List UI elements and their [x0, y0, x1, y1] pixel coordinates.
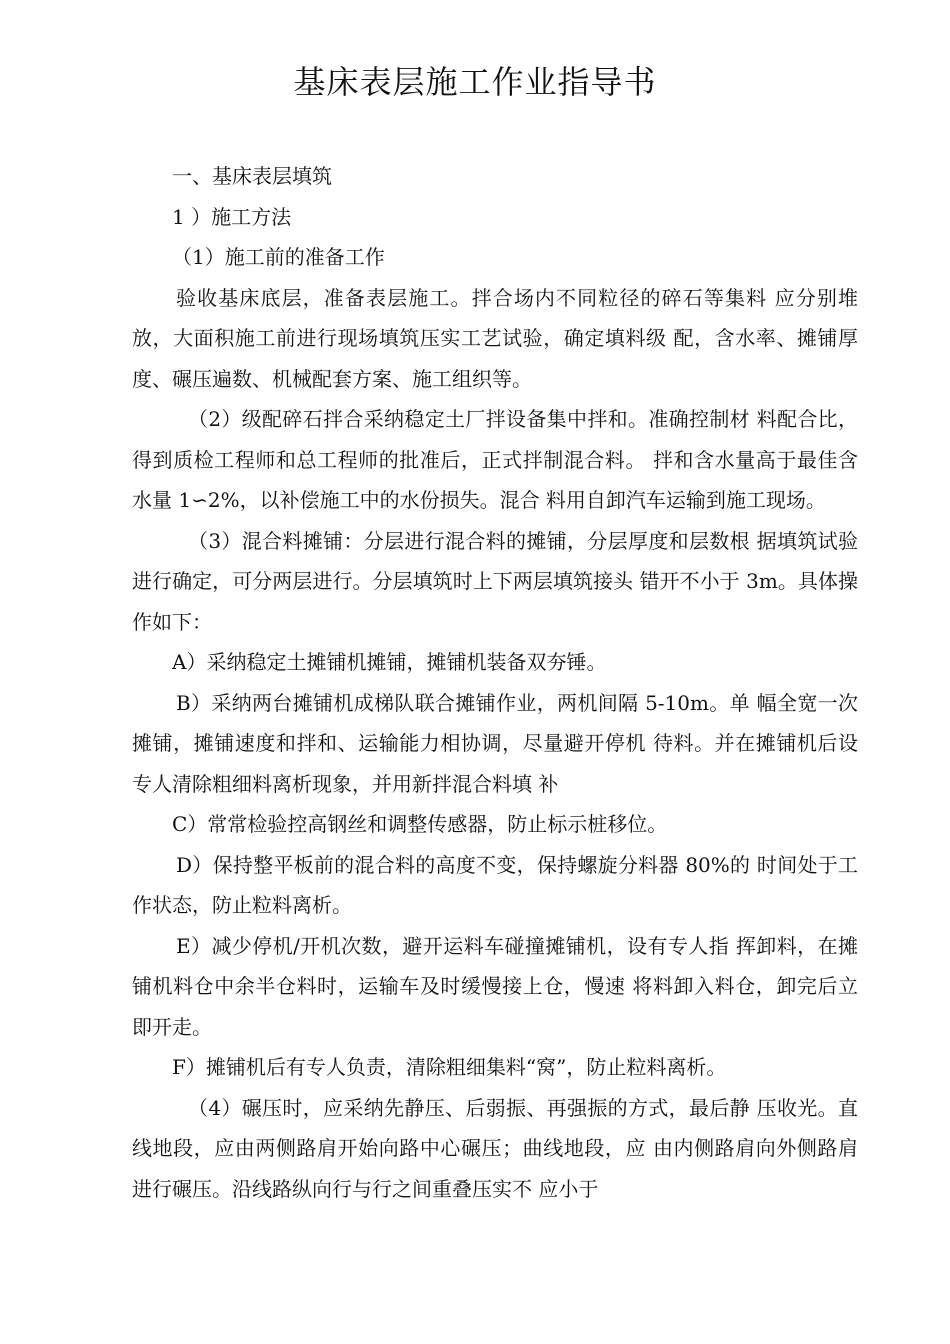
item-heading: （1）施工前的准备工作	[172, 245, 385, 269]
paragraph: （4）碾压时，应采纳先静压、后弱振、再强振的方式，最后静 压收光。直线地段，应由两侧路肩开始向路中心碾压；曲线地段，应 由内侧路肩向外侧路肩进行碾压。沿线路纵向行与行之间重叠压实不 应小于	[132, 1095, 858, 1201]
document-title: 基床表层施工作业指导书	[293, 63, 657, 101]
section-heading: 一、基床表层填筑	[172, 164, 332, 188]
document-body	[132, 156, 858, 1209]
list-item: C）常常检验控高钢丝和调整传感器，防止标示桩移位。	[172, 812, 668, 836]
list-item: D）保持整平板前的混合料的高度不变，保持螺旋分料器 80%的 时间处于工作状态，防止粒料离析。	[132, 852, 858, 917]
list-item: E）减少停机/开机次数，避开运料车碰撞摊铺机，设有专人指 挥卸料，在摊铺机料仓中余半仓料时，运输车及时缓慢接上仓，慢速 将料卸入料仓，卸完后立即开走。	[132, 933, 858, 1039]
list-item: F）摊铺机后有专人负责，清除粗细集料“窝”，防止粒料离析。	[172, 1055, 727, 1079]
paragraph: （3）混合料摊铺：分层进行混合料的摊铺，分层厚度和层数根 据填筑试验进行确定，可分两层进行。分层填筑时上下两层填筑接头 错开不小于 3m。具体操作如下：	[132, 528, 858, 634]
paragraph: （2）级配碎石拌合采纳稳定土厂拌设备集中拌和。准确控制材 料配合比，得到质检工程师和总工程师的批准后，正式拌制混合料。 拌和含水量高于最佳含水量 1∽2%，以补偿施工中的水份损失。混合 料用自卸汽车运输到施工现场。	[132, 407, 858, 512]
paragraph: 验收基床底层，准备表层施工。拌合场内不同粒径的碎石等集料 应分别堆放，大面积施工前进行现场填筑压实工艺试验，确定填料级 配，含水率、摊铺厚度、碾压遍数、机械配套方案、施工组织等。	[132, 285, 858, 391]
list-item: B）采纳两台摊铺机成梯队联合摊铺作业，两机间隔 5-10m。单 幅全宽一次摊铺，摊铺速度和拌和、运输能力相协调，尽量避开停机 待料。并在摊铺机后设专人清除粗细料离析现象，并用新拌混合料填 补	[132, 690, 858, 796]
list-item: A）采纳稳定土摊铺机摊铺，摊铺机装备双夯锤。	[172, 650, 607, 674]
subsection-heading: 1 ）施工方法	[172, 204, 292, 229]
